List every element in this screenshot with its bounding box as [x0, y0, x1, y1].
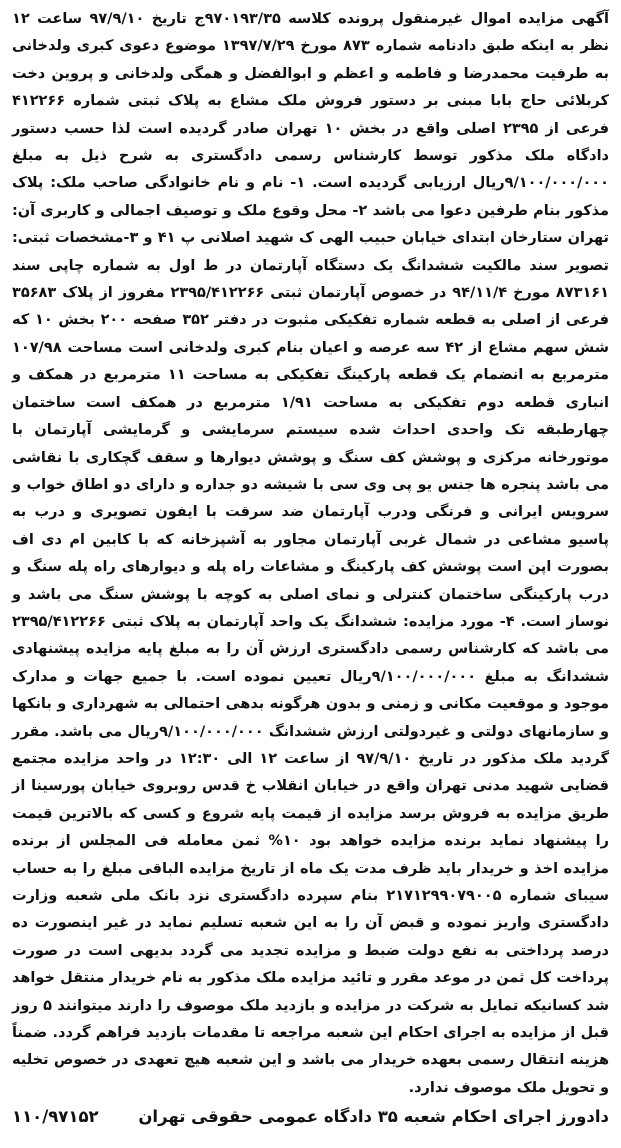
notice-code: ۱۱۰/۹۷۱۵۲	[12, 1107, 99, 1127]
notice-footer	[12, 1102, 609, 1132]
notice-signature: دادورز اجرای احکام شعبه ۳۵ دادگاه عمومی حقوقی تهران	[138, 1107, 609, 1127]
notice-body: آگهی مزایده اموال غیرمنقول پرونده کلاسه ۹۷۰۱۹۳/۳۵ج تاریخ ۹۷/۹/۱۰ ساعت ۱۲ نظر به اینکه طبق دادنامه شماره ۸۷۳ مورخ ۱۳۹۷/۷/۲۹ موضوع دعوی کبری ولدخانی به طرفیت محمدرضا و فاطمه و اعظم و ابوالفضل و همگی ولدخانی و پروین دخت کربلائی حاج بابا مبنی بر دستور فروش ملک مشاع به پلاک ثبتی شماره ۴۱۲۲۶۶ فرعی از ۲۳۹۵ اصلی واقع در بخش ۱۰ تهران صادر گردیده است لذا حسب دستور دادگاه ملک مذکور توسط کارشناس رسمی دادگستری به شرح ذیل به مبلغ ۹/۱۰۰/۰۰۰/۰۰۰ریال ارزیابی گردیده است. ۱- نام و نام خانوادگی صاحب ملک: پلاک مذکور بنام طرفین دعوا می باشد ۲- محل وقوع ملک و توصیف اجمالی و کاربری آن: تهران ستارخان ابتدای خیابان حبیب الهی ک شهید اصلانی پ ۴۱ و ۳-مشخصات ثبتی: تصویر سند مالکیت ششدانگ یک دستگاه آپارتمان در ط اول به شماره چاپی سند ۸۷۳۱۶۱ مورخ ۹۴/۱۱/۴ در خصوص آپارتمان ثبتی ۲۳۹۵/۴۱۲۲۶۶ مفروز از پلاک ۳۵۶۸۳ فرعی از اصلی به قطعه شماره تفکیکی مثبوت در دفتر ۳۵۲ صفحه ۲۰۰ بخش ۱۰ که شش سهم مشاع از ۴۲ سه عرصه و اعیان بنام کبری ولدخانی است مساحت ۱۰۷/۹۸ مترمربع به انضمام یک قطعه پارکینگ تفکیکی به مساحت ۱۱ مترمربع در همکف و انباری قطعه دوم تفکیکی به مساحت ۱/۹۱ مترمربع در همکف است ساختمان چهارطبقه تک واحدی احداث شده سیستم سرمایشی و گرمایشی آپارتمان با موتورخانه مرکزی و پوشش کف سنگ و پوشش دیوارها و سقف گچکاری با نقاشی می باشد پنجره ها جنس یو پی وی سی با شیشه دو جداره و دارای دو اطاق خواب و سرویس ایرانی و فرنگی ودرب آپارتمان ضد سرقت با ایفون تصویری و درب به پاسیو مشاعی در شمال غربی آپارتمان مجاور به آشپزخانه که با کابین ام دی اف بصورت اپن است پوشش کف پارکینگ و مشاعات راه پله و دیوارهای راه پله سنگ و درب پارکینگی ساختمان کنترلی و نمای اصلی به کوچه با پوشش سنگ می باشد و نوساز است. ۴- مورد مزایده: ششدانگ یک واحد آپارتمان به پلاک ثبتی ۲۳۹۵/۴۱۲۲۶۶ می باشد که کارشناس رسمی دادگستری ارزش آن را به مبلغ پایه مزایده پیشنهادی ششدانگ به مبلغ ۹/۱۰۰/۰۰۰/۰۰۰ریال تعیین نموده است. با جمیع جهات و مدارک موجود و موقعیت مکانی و زمنی و بدون هرگونه بدهی احتمالی به شهرداری و بانکها و سازمانهای دولتی و غیردولتی ارزش ششدانگ ۹/۱۰۰/۰۰۰/۰۰۰ریال می باشد. مقرر گردید ملک مذکور در تاریخ ۹۷/۹/۱۰ از ساعت ۱۲ الی ۱۲:۳۰ در واحد مزایده مجتمع قضایی شهید مدنی تهران واقع در خیابان انقلاب خ قدس روبروی خیابان پورسینا از طریق مزایده به فروش برسد مزایده از قیمت پایه شروع و کسی که بالاترین قیمت را پیشنهاد نماید برنده مزایده خواهد بود ۱۰% ثمن معامله فی المجلس از برنده مزایده اخذ و خریدار باید ظرف مدت یک ماه از تاریخ مزایده الباقی مبلغ را به حساب سیبای شماره ۲۱۷۱۲۹۹۰۷۹۰۰۵ بنام سپرده دادگستری نزد بانک ملی شعبه وزارت دادگستری واریز نموده و قبض آن را به این شعبه تسلیم نماید در غیر اینصورت ده درصد پرداختی به نفع دولت ضبط و مزایده تجدید می گردد بدیهی است در صورت پرداخت کل ثمن در موعد مقرر و تائید مزایده ملک مذکور به نام خریدار منتقل خواهد شد کسانیکه تمایل به شرکت در مزایده و بازدید ملک موصوف را دارند میتوانند ۵ روز قبل از مزایده به اجرای احکام این شعبه مراجعه تا مقدمات بازدید فراهم گردد. ضمناً هزینه انتقال رسمی بعهده خریدار می باشد و این شعبه هیچ تعهدی در خصوص تخلیه و تحویل ملک موصوف ندارد.	[12, 11, 610, 1096]
